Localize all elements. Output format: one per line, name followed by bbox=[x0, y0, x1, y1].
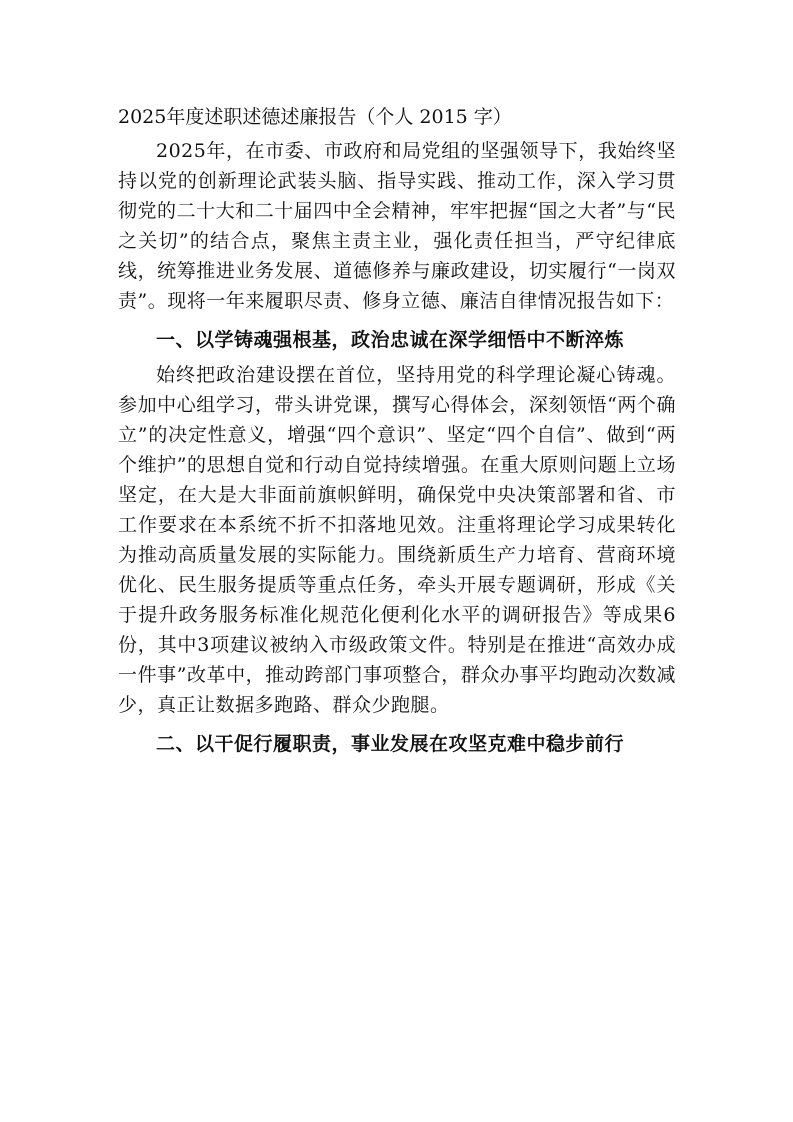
document-title: 2025年度述职述德述廉报告（个人 2015 字） bbox=[118, 106, 512, 128]
section-1-paragraph: 始终把政治建设摆在首位，坚持用党的科学理论凝心铸魂。参加中心组学习，带头讲党课，撰写心得体会，深刻领悟“两个确立”的决定性意义，增强“四个意识”、坚定“四个自信”、做到“两个维护”的思想自觉和行动自觉持续增强。在重大原则问题上立场坚定，在大是大非面前旗帜鲜明，确保党中央决策部署和省、市工作要求在本系统不折不扣落地见效。注重将理论学习成果转化为推动高质量发展的实际能力。围绕新质生产力培育、营商环境优化、民生服务提质等重点任务，牵头开展专题调研，形成《关于提升政务服务标准化规范化便利化水平的调研报告》等成果6份，其中3项建议被纳入市级政策文件。特别是在推进“高效办成一件事”改革中，推动跨部门事项整合，群众办事平均跑动次数减少，真正让数据多跑路、群众少跑腿。 bbox=[118, 364, 676, 716]
section-1-heading: 一、以学铸魂强根基，政治忠诚在深学细悟中不断淬炼 bbox=[156, 329, 625, 351]
section-2-heading: 二、以干促行履职责，事业发展在攻坚克难中稳步前行 bbox=[156, 733, 625, 755]
intro-paragraph: 2025年，在市委、市政府和局党组的坚强领导下，我始终坚持以党的创新理论武装头脑、指导实践、推动工作，深入学习贯彻党的二十大和二十届四中全会精神，牢牢把握“国之大者”与“民之关切”的结合点，聚焦主责主业，强化责任担当，严守纪律底线，统筹推进业务发展、道德修养与廉政建设，切实履行“一岗双责”。现将一年来履职尽责、修身立德、廉洁自律情况报告如下： bbox=[118, 140, 676, 312]
document-body bbox=[118, 102, 676, 764]
